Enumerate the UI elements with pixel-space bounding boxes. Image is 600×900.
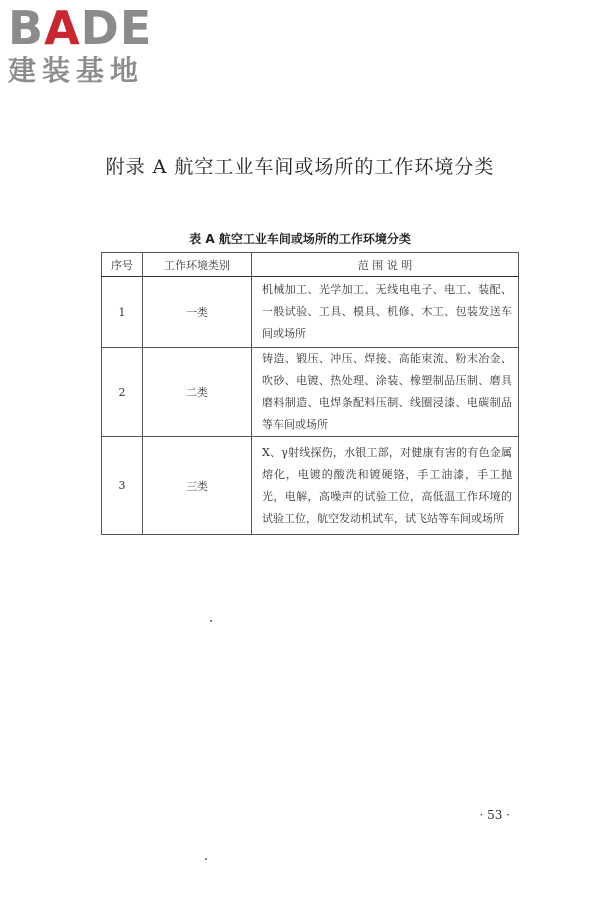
table-row <box>102 437 519 535</box>
row-number: 3 <box>102 437 143 535</box>
table-row <box>102 277 519 348</box>
row-description: X、γ射线探伤，水银工部，对健康有害的有色金属熔化，电镀的酸洗和镀硬铬，手工油漆，手工抛光，电解，高噪声的试验工位，高低温工作环境的试验工位，航空发动机试车，试飞站等车间或场所 <box>252 437 519 535</box>
table-caption: 表 A 航空工业车间或场所的工作环境分类 <box>189 232 411 246</box>
logo-wordmark <box>8 1 178 55</box>
header-category: 工作环境类别 <box>143 253 252 277</box>
scan-speck <box>210 620 212 622</box>
brand-logo <box>8 1 178 88</box>
row-number: 1 <box>102 277 143 348</box>
logo-letter-b: B <box>8 1 45 55</box>
row-number: 2 <box>102 348 143 437</box>
logo-subtitle: 建装基地 <box>8 54 145 87</box>
environment-classification-table <box>101 252 519 535</box>
scan-speck <box>205 858 207 860</box>
table-header-row <box>102 253 519 277</box>
logo-letters-de: DE <box>80 1 153 55</box>
row-description: 机械加工、光学加工、无线电电子、电工、装配、一般试验、工具、模具、机修、木工、包装发送车间或场所 <box>252 277 519 348</box>
page-number: · 53 · <box>479 808 510 822</box>
row-category: 三类 <box>143 437 252 535</box>
header-description: 范 围 说 明 <box>252 253 519 277</box>
header-number: 序号 <box>102 253 143 277</box>
row-description: 铸造、锻压、冲压、焊接、高能束流、粉末冶金、吹砂、电镀、热处理、涂装、橡塑制品压制、磨具磨料制造、电焊条配料压制、线圈浸漆、电碳制品等车间或场所 <box>252 348 519 437</box>
table-row <box>102 348 519 437</box>
logo-letter-a: A <box>44 1 81 55</box>
row-category: 二类 <box>143 348 252 437</box>
row-category: 一类 <box>143 277 252 348</box>
appendix-title: 附录 A 航空工业车间或场所的工作环境分类 <box>105 156 495 178</box>
